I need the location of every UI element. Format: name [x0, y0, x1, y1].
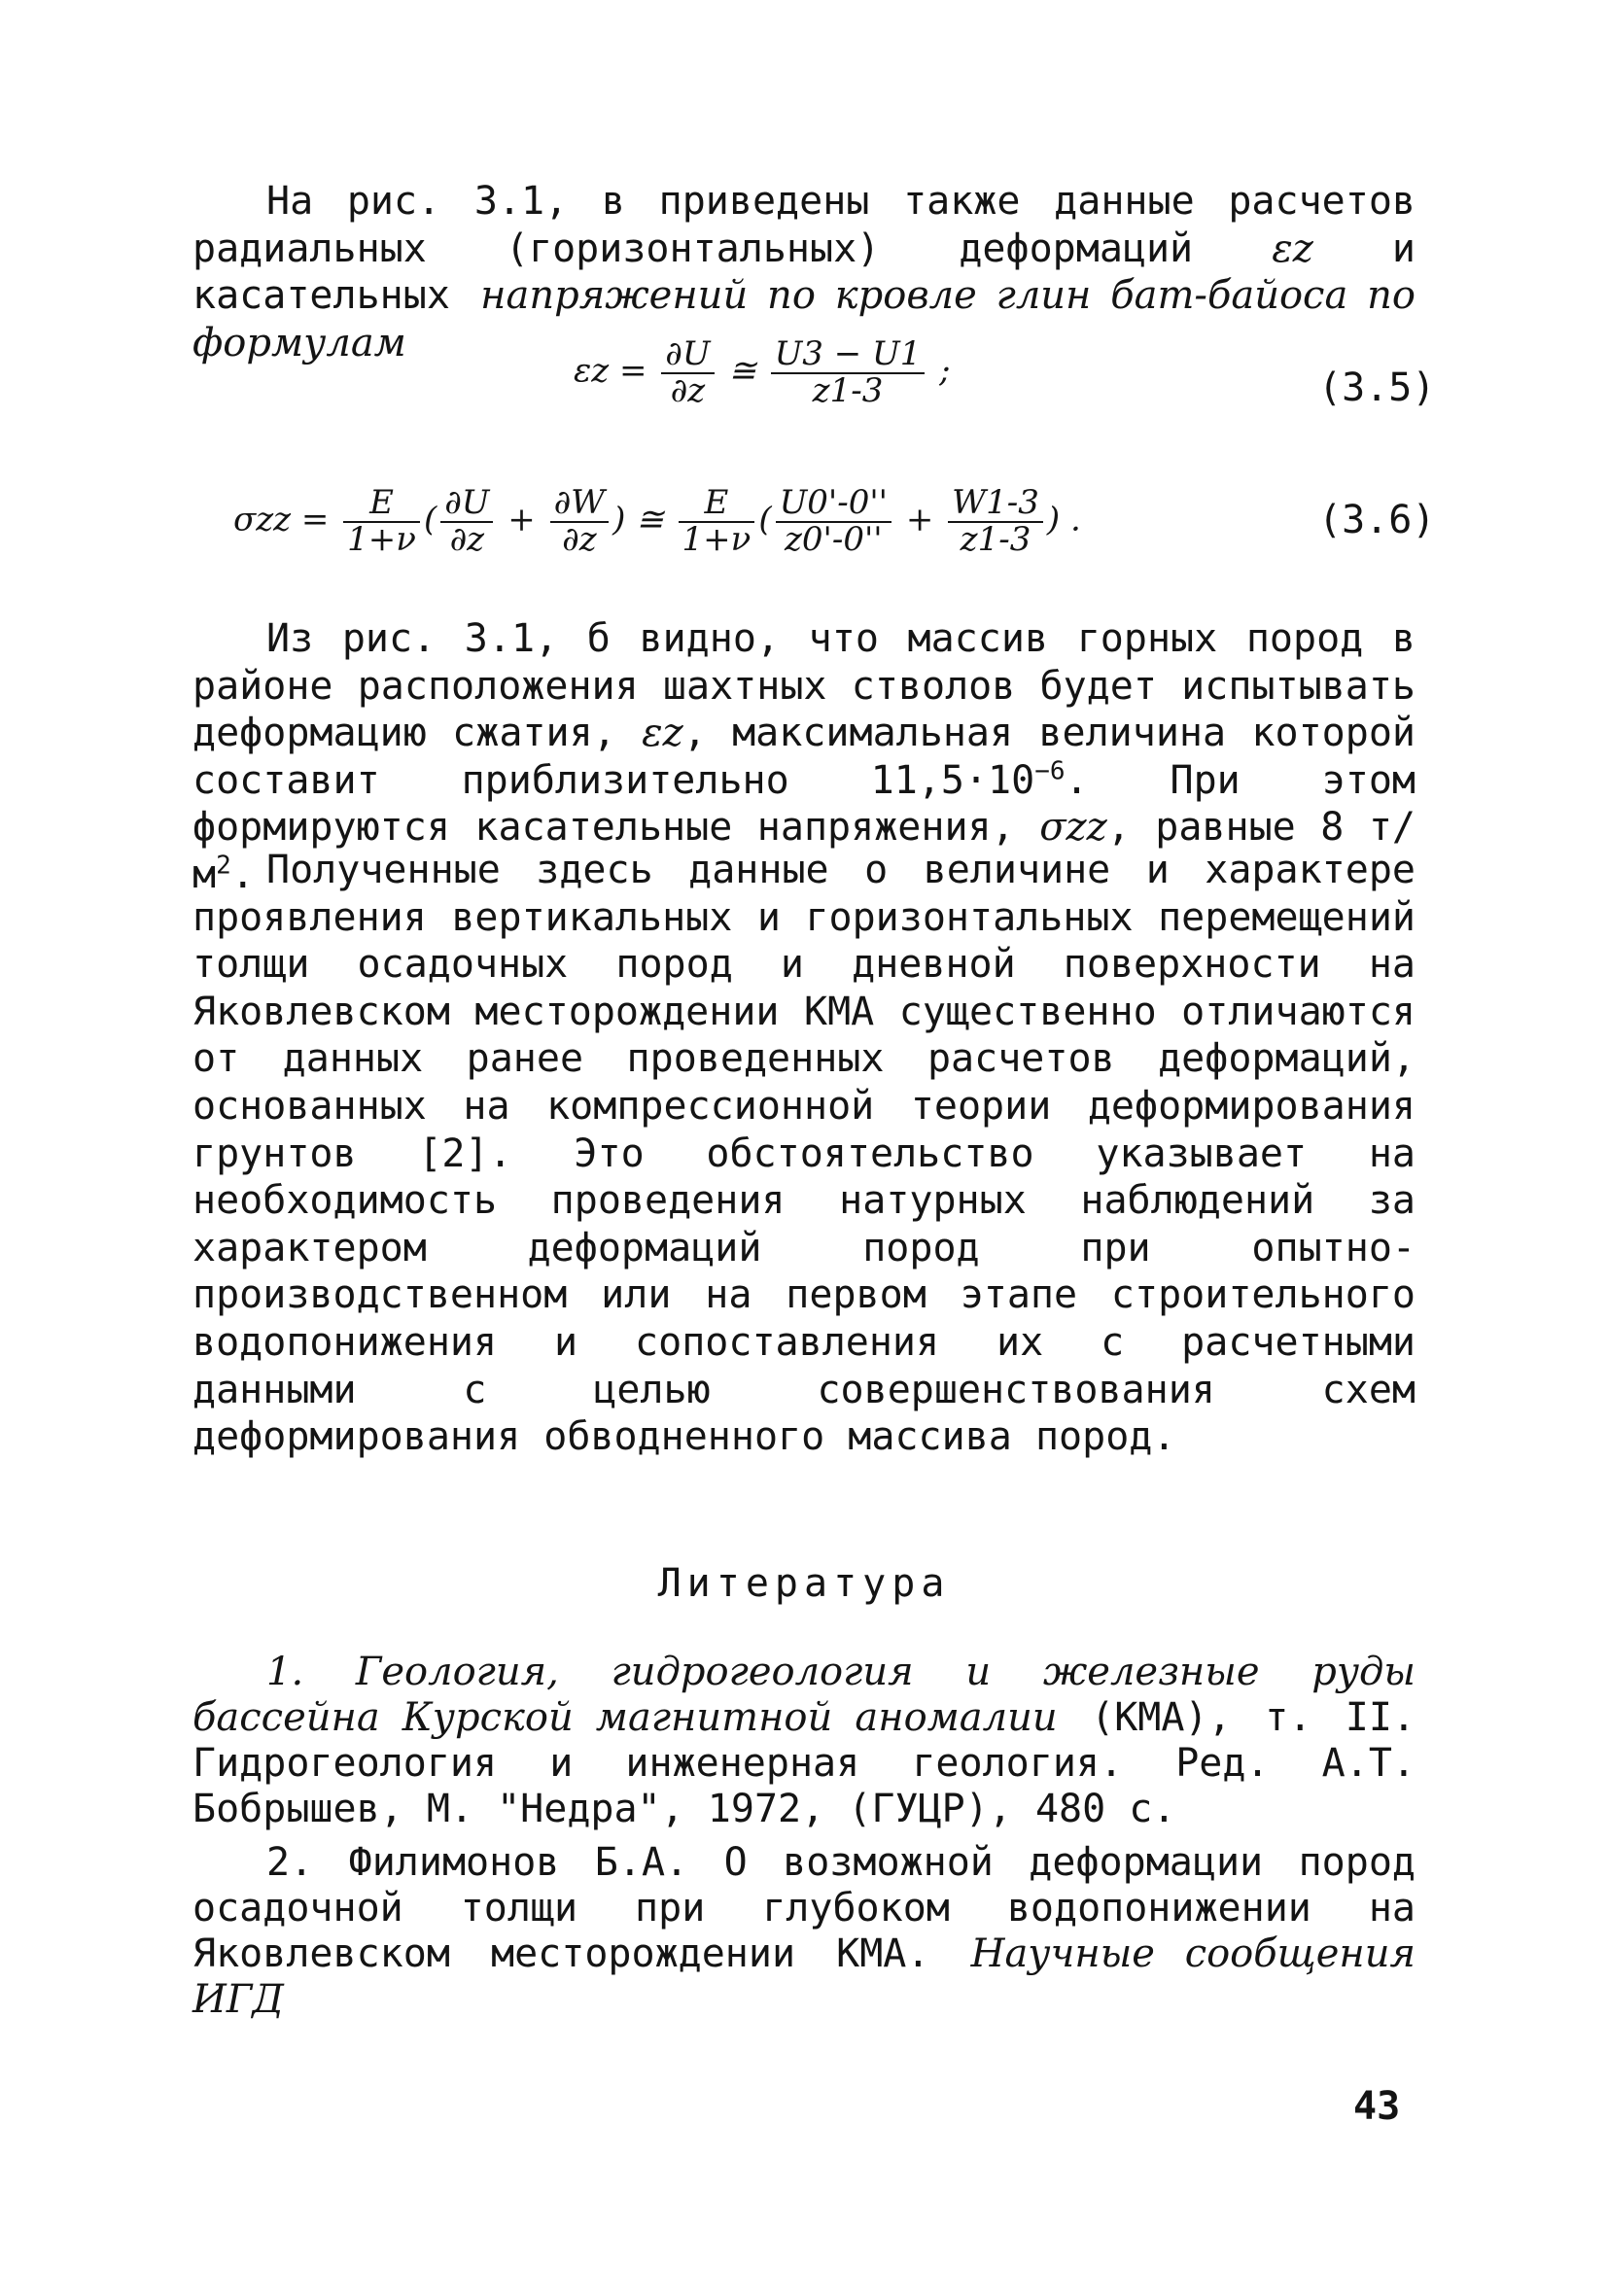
eq1-frac-1 [661, 334, 714, 410]
eq1-approx: ≅ [728, 351, 756, 391]
eq2-frac-5 [776, 483, 891, 559]
eq2-frac-2 [440, 483, 493, 559]
eq2-num-5: U0'-0'' [776, 486, 891, 523]
eq2-plus-1: + [507, 500, 536, 539]
para2-part-3: . При этом формируются касательные напряжения, [192, 757, 1416, 851]
para2-part-4: , равные 8 т/м [192, 805, 1416, 897]
reference-2-main: 2. Филимонов Б.А. О возможной деформации пород осадочной толщи при глубоком водопонижении на Яковлевском месторождении КМА. [192, 1840, 1416, 1976]
eq2-frac-6 [948, 483, 1043, 559]
equation-3-6: σzz = $\frac{E}{1+\nu}$ ( $\frac{\partial U}{\partial z}$ + $\frac{\partial W}{\partial z}$ ) ≅ $\frac{E}{1+\nu}$ ( $\frac{U0'-0''}{z0'-0''}$ + $\frac{W1-3}{z1-3}$ ) . [233, 483, 1081, 559]
eq2-den-4: 1+ν [682, 519, 752, 559]
eq2-den-2: ∂z [449, 519, 485, 559]
eq2-frac-3 [550, 483, 610, 559]
eq2-frac-1 [343, 483, 420, 559]
eq2-den-5: z0'-0'' [784, 519, 883, 559]
para2-part-5: . [230, 852, 255, 897]
equation-3-5 [574, 334, 951, 410]
exponent-minus-six: −6 [1034, 756, 1066, 786]
equation-number-3-5: (3.5) [1318, 365, 1436, 410]
eq2-num-1: E [343, 486, 420, 523]
eq2-frac-4 [679, 483, 755, 559]
eq2-plus-2: + [905, 500, 934, 539]
reference-1-title: 1. Геология, гидрогеология и железные руды бассейна Курской магнитной аномалии [192, 1650, 1416, 1740]
intro-lead: На рис. 3.1, в приведены также данные расчетов радиальных (горизонтальных) деформаций [192, 179, 1416, 271]
eq1-frac-2 [771, 334, 926, 410]
eq2-den-6: z1-3 [960, 519, 1031, 559]
eq2-num-6: W1-3 [948, 486, 1043, 523]
eq2-approx: ≅ [636, 500, 664, 539]
eq1-num-2: U3 − U1 [771, 337, 926, 374]
reference-2-source: Научные сообщения ИГД [192, 1931, 1416, 2022]
epsilon-z-inline: εz [642, 711, 683, 756]
eq1-den-2: z1-3 [812, 370, 884, 410]
eq2-den-1: 1+ν [347, 519, 416, 559]
para2-part-2: , максимальная величина которой составит приблизительно 11,5·10 [192, 711, 1416, 803]
intro-mid: и касательных [192, 226, 1416, 319]
reference-1-details: (КМА), т. II. Гидрогеология и инженерная геология. Ред. А.Т. Бобрышев, М. "Недра", 1972, (ГУЦР), 480 с. [192, 1695, 1416, 1831]
eq2-num-4: E [679, 486, 755, 523]
epsilon-z-symbol: εz [1272, 226, 1313, 271]
eq2-num-2: ∂U [440, 486, 493, 523]
eq1-lhs: εz = [574, 351, 647, 391]
eq2-num-3: ∂W [550, 486, 610, 523]
eq2-end: . [1069, 500, 1081, 539]
intro-tail: напряжений по кровле глин бат-байоса по формулам [192, 273, 1416, 365]
eq1-end: ; [939, 351, 951, 391]
eq2-den-3: ∂z [562, 519, 597, 559]
reference-1 [192, 1650, 1416, 1832]
equation-number-3-6: (3.6) [1318, 498, 1436, 542]
page-number: 43 [1353, 2084, 1401, 2129]
eq1-den-1: ∂z [670, 370, 706, 410]
literature-heading: Литература [657, 1561, 951, 1606]
para2-part-1: Из рис. 3.1, б видно, что массив горных пород в районе расположения шахтных стволов будет испытывать деформацию сжатия, [192, 616, 1416, 756]
reference-2 [192, 1840, 1416, 2023]
eq1-num-1: ∂U [661, 337, 714, 374]
exponent-two: 2 [216, 851, 231, 881]
sigma-zz-inline: σzz [1039, 805, 1107, 851]
paragraph-results: Полученные здесь данные о величине и характере проявления вертикальных и горизонтальных перемещений толщи осадочных пород и дневной поверхности на Яковлевском месторождении КМА существенно отличаются от данных ранее проведенных расчетов деформаций, основанных на компрессионной теории деформирования грунтов [2]. Это обстоятельство указывает на необходимость проведения натурных наблюдений за характером деформаций пород при опытно-производственном или на первом этапе строительного водопонижения и сопоставления их с расчетными данными с целью совершенствования схем деформирования обводненного массива пород. [192, 848, 1416, 1460]
eq2-lhs: σzz = [233, 500, 330, 539]
